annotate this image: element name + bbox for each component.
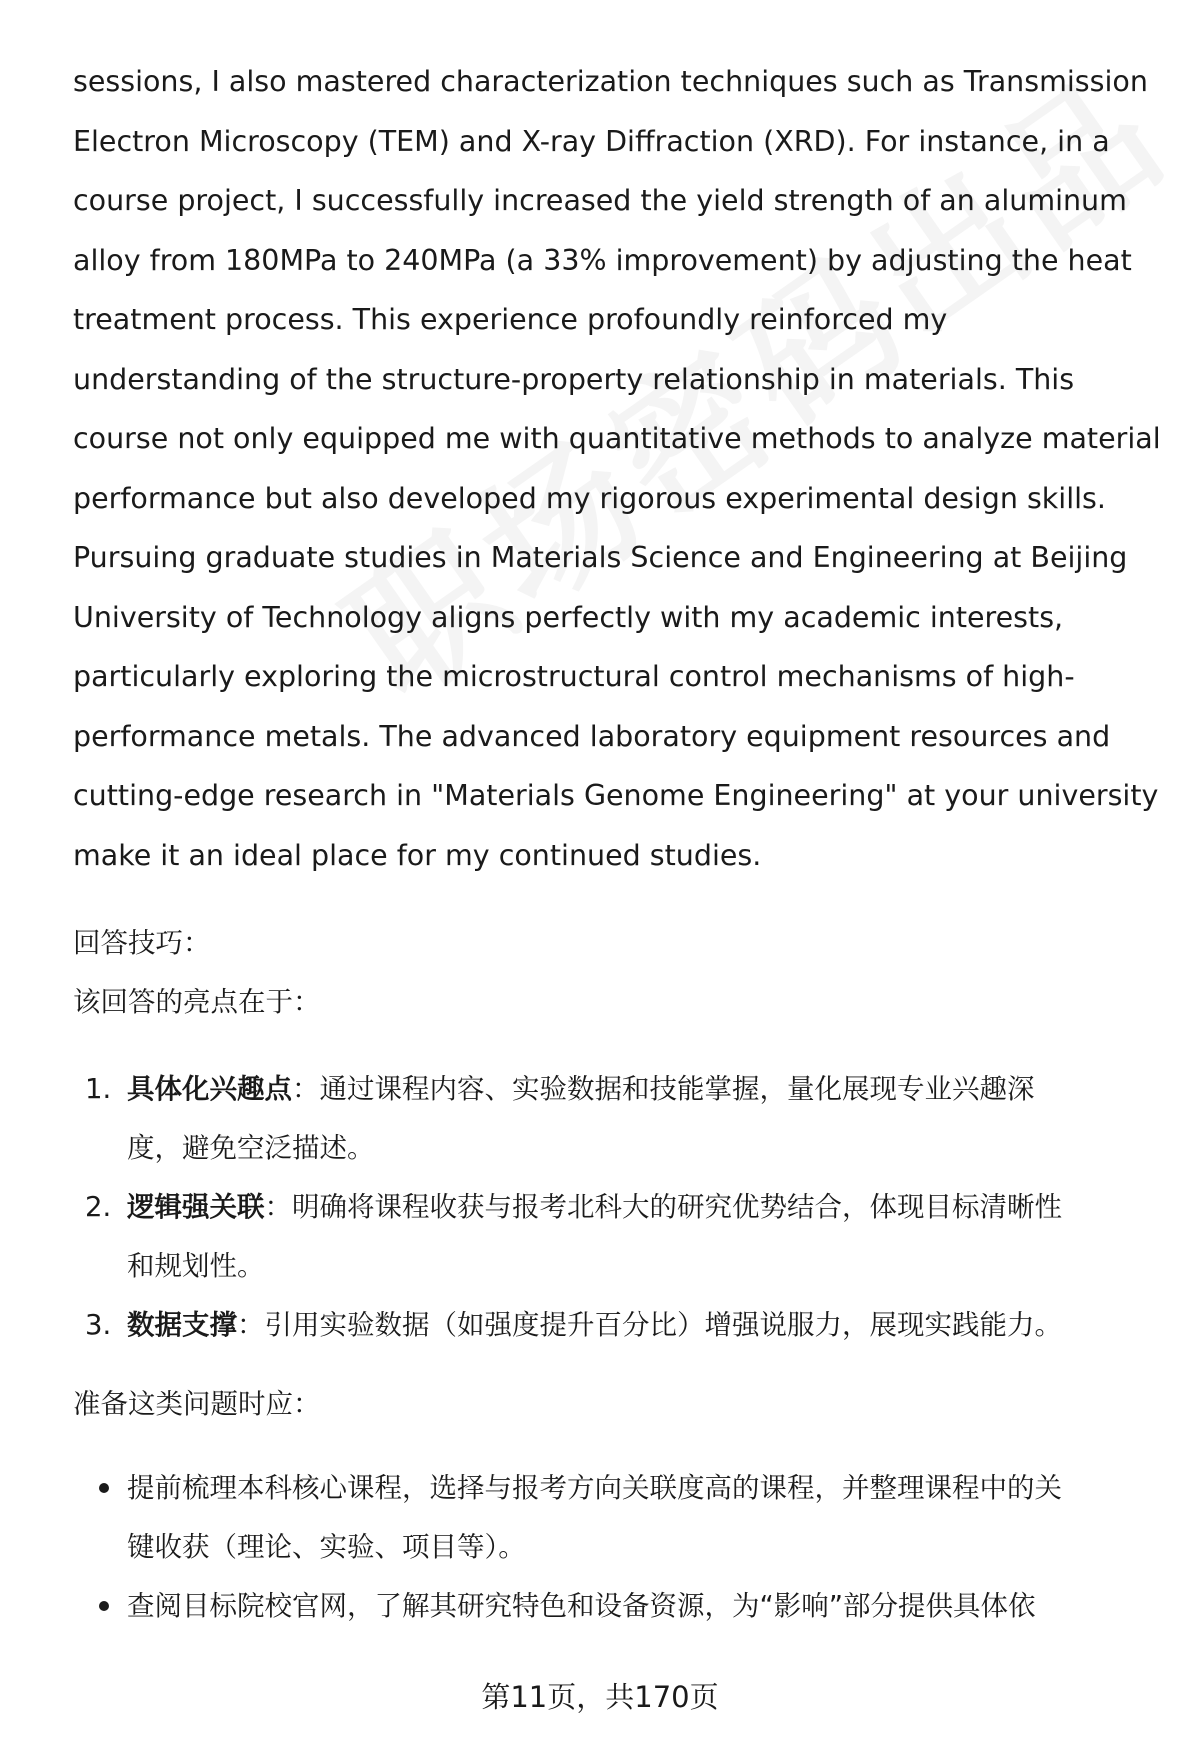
list-item [73,1178,1163,1296]
list-item-number: 3. [85,1309,112,1341]
paragraph-line: alloy from 180MPa to 240MPa (a 33% improvement) by adjusting the heat [73,243,1132,277]
preparation-text: 提前梳理本科核心课程，选择与报考方向关联度高的课程，并整理课程中的关 [127,1472,1062,1504]
highlight-keyword: 具体化兴趣点 [127,1073,292,1105]
list-item [73,1459,1163,1577]
highlight-keyword: 数据支撑 [127,1309,237,1341]
paragraph-line: sessions, I also mastered characterization techniques such as Transmission [73,65,1148,98]
answer-tips-title: 回答技巧： [73,927,211,959]
preparation-list [73,1459,1163,1636]
highlight-text-continued: 度，避免空泛描述。 [127,1132,375,1164]
highlight-text: ：引用实验数据（如强度提升百分比）增强说服力，展现实践能力。 [237,1309,1062,1341]
list-item-number: 1. [85,1073,112,1105]
paragraph-line: make it an ideal place for my continued studies. [73,838,762,872]
list-item [73,1060,1163,1178]
paragraph-line: University of Technology aligns perfectly with my academic interests, [73,600,1064,634]
bullet-icon [99,1483,109,1493]
english-paragraph [73,52,1163,885]
highlight-text: ：明确将课程收获与报考北科大的研究优势结合，体现目标清晰性 [264,1191,1062,1223]
highlights-list [73,1060,1163,1355]
page-number-footer: 第11页，共170页 [481,1680,719,1714]
paragraph-line: understanding of the structure-property relationship in materials. This [73,362,1075,396]
list-item [73,1296,1163,1355]
highlight-keyword: 逻辑强关联 [127,1191,265,1223]
paragraph-line: course project, I successfully increased the yield strength of an aluminum [73,184,1127,217]
page-content [73,52,1163,1636]
paragraph-line: Pursuing graduate studies in Materials Science and Engineering at Beijing [73,541,1128,574]
answer-tips-section [73,914,1163,1032]
preparation-text-continued: 键收获（理论、实验、项目等）。 [127,1531,526,1563]
highlight-text: ：通过课程内容、实验数据和技能掌握，量化展现专业兴趣深 [292,1073,1035,1105]
paragraph-line: cutting-edge research in "Materials Genome Engineering" at your university [73,779,1159,812]
preparation-text: 查阅目标院校官网，了解其研究特色和设备资源，为“影响”部分提供具体依 [127,1590,1036,1622]
paragraph-line: Electron Microscopy (TEM) and X-ray Diffraction (XRD). For instance, in a [73,124,1110,158]
highlight-intro: 该回答的亮点在于： [73,986,321,1018]
preparation-title: 准备这类问题时应： [73,1388,321,1420]
paragraph-line: performance metals. The advanced laboratory equipment resources and [73,719,1111,753]
paragraph-line: performance but also developed my rigorous experimental design skills. [73,481,1106,515]
bullet-icon [99,1601,109,1611]
paragraph-line: treatment process. This experience profoundly reinforced my [73,303,948,336]
paragraph-line: course not only equipped me with quantitative methods to analyze material [73,422,1161,455]
list-item-number: 2. [85,1191,112,1223]
paragraph-line: particularly exploring the microstructural control mechanisms of high- [73,660,1075,693]
list-item [73,1577,1163,1636]
highlight-text-continued: 和规划性。 [127,1250,265,1282]
